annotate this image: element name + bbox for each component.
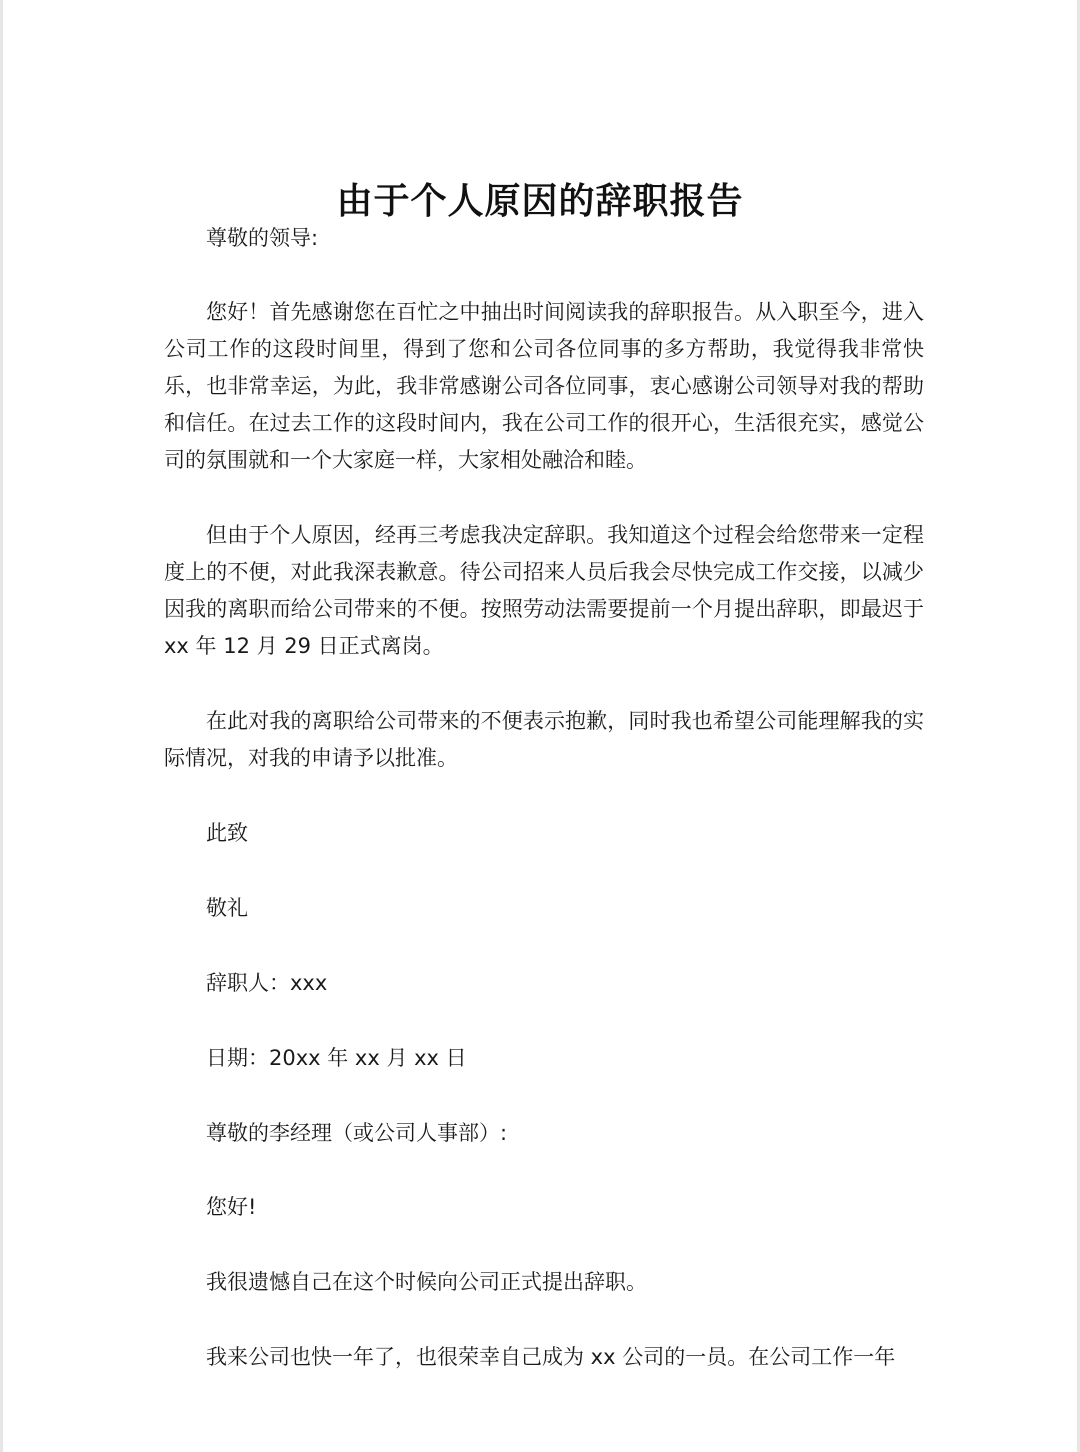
closing-jingli: 敬礼	[206, 896, 248, 920]
tenure-line: 我来公司也快一年了，也很荣幸自己成为 xx 公司的一员。在公司工作一年	[206, 1345, 896, 1369]
signer-line: 辞职人：xxx	[206, 971, 328, 995]
paragraph-resignation-reason: 但由于个人原因，经再三考虑我决定辞职。我知道这个过程会给您带来一定程度上的不便，对此我深表歉意。待公司招来人员后我会尽快完成工作交接，以减少因我的离职而给公司带来的不便。按照劳动法需要提前一个月提出辞职，即最迟于 xx 年 12 月 29 日正式离岗。	[164, 523, 924, 658]
regret-line: 我很遗憾自己在这个时候向公司正式提出辞职。	[206, 1270, 647, 1294]
date-line: 日期：20xx 年 xx 月 xx 日	[206, 1046, 467, 1070]
salutation: 尊敬的领导:	[206, 226, 319, 250]
document-title: 由于个人原因的辞职报告	[336, 181, 744, 223]
closing-cizhi: 此致	[206, 821, 248, 845]
paragraph-apology: 在此对我的离职给公司带来的不便表示抱歉，同时我也希望公司能理解我的实际情况，对我的申请予以批准。	[164, 709, 924, 770]
second-salutation: 尊敬的李经理（或公司人事部）:	[206, 1121, 508, 1145]
greeting-line: 您好!	[206, 1195, 257, 1219]
paragraph-greeting-thanks: 您好！首先感谢您在百忙之中抽出时间阅读我的辞职报告。从入职至今，进入公司工作的这段时间里，得到了您和公司各位同事的多方帮助，我觉得我非常快乐，也非常幸运，为此，我非常感谢公司各位同事，衷心感谢公司领导对我的帮助和信任。在过去工作的这段时间内，我在公司工作的很开心，生活很充实，感觉公司的氛围就和一个大家庭一样，大家相处融洽和睦。	[164, 300, 924, 472]
